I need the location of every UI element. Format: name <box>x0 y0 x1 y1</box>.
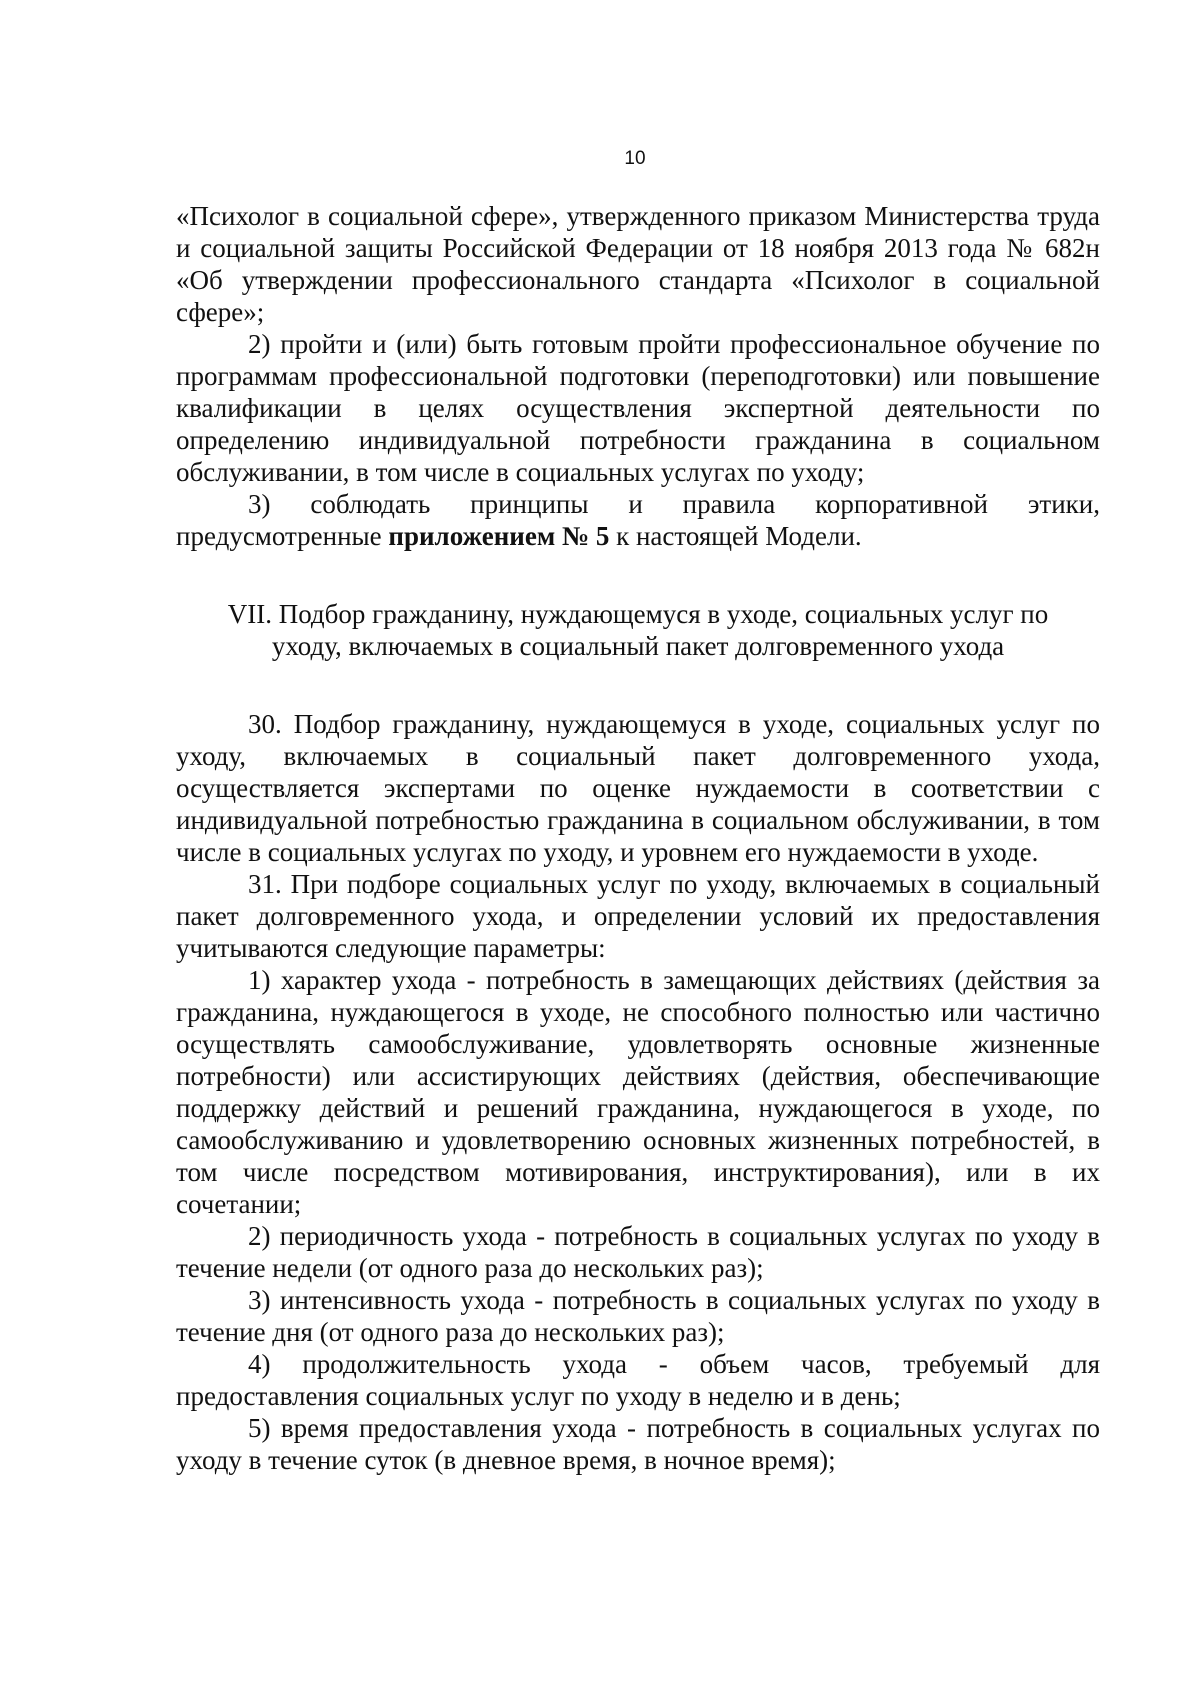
page-number: 10 <box>624 148 646 169</box>
paragraph-31: 31. При подборе социальных услуг по уходу, включаемых в социальный пакет долговременного ухода, и определении условий их предоставления учитываются следующие параметры: <box>176 869 1100 963</box>
appendix-reference: приложением № 5 <box>388 521 610 551</box>
parameter-3-paragraph: 3) интенсивность ухода - потребность в социальных услугах по уходу в течение дня (от одного раза до нескольких раз); <box>176 1285 1100 1347</box>
paragraph-30: 30. Подбор гражданину, нуждающемуся в уходе, социальных услуг по уходу, включаемых в социальный пакет долговременного ухода, осуществляется экспертами по оценке нуждаемости в соответствии с индивидуальной потребностью гражданина в социальном обслуживании, в том числе в социальных услугах по уходу, и уровнем его нуждаемости в уходе. <box>176 709 1100 867</box>
section-heading <box>176 598 1100 662</box>
document-body <box>176 200 1100 1476</box>
item-3-tail: к настоящей Модели. <box>609 521 862 551</box>
parameter-2-paragraph: 2) периодичность ухода - потребность в социальных услугах по уходу в течение недели (от одного раза до нескольких раз); <box>176 1221 1100 1283</box>
parameter-4-paragraph: 4) продолжительность ухода - объем часов, требуемый для предоставления социальных услуг по уходу в неделю и в день; <box>176 1349 1100 1411</box>
section-heading-line-1: VII. Подбор гражданину, нуждающемуся в уходе, социальных услуг по <box>227 599 1049 629</box>
parameter-1-paragraph: 1) характер ухода - потребность в замещающих действиях (действия за гражданина, нуждающегося в уходе, не способного полностью или частично осуществлять самообслуживание, удовлетворять основные жизненные потребности) или ассистирующих действиях (действия, обеспечивающие поддержку действий и решений гражданина, нуждающегося в уходе, по самообслуживанию и удовлетворению основных жизненных потребностей, в том числе посредством мотивирования, инструктирования), или в их сочетании; <box>176 965 1100 1219</box>
parameter-5-paragraph: 5) время предоставления ухода - потребность в социальных услугах по уходу в течение суток (в дневное время, в ночное время); <box>176 1413 1100 1475</box>
section-heading-line-2: уходу, включаемых в социальный пакет долговременного ухода <box>271 631 1005 661</box>
item-3-text: 3) соблюдать принципы и правила корпоративной этики, предусмотренные <box>176 489 1100 551</box>
intro-paragraph: «Психолог в социальной сфере», утвержденного приказом Министерства труда и социальной защиты Российской Федерации от 18 ноября 2013 года № 682н «Об утверждении профессионального стандарта «Психолог в социальной сфере»; <box>176 201 1100 327</box>
item-3-paragraph <box>176 488 1100 552</box>
item-2-paragraph: 2) пройти и (или) быть готовым пройти профессиональное обучение по программам профессиональной подготовки (переподготовки) или повышение квалификации в целях осуществления экспертной деятельности по определению индивидуальной потребности гражданина в социальном обслуживании, в том числе в социальных услугах по уходу; <box>176 329 1100 487</box>
